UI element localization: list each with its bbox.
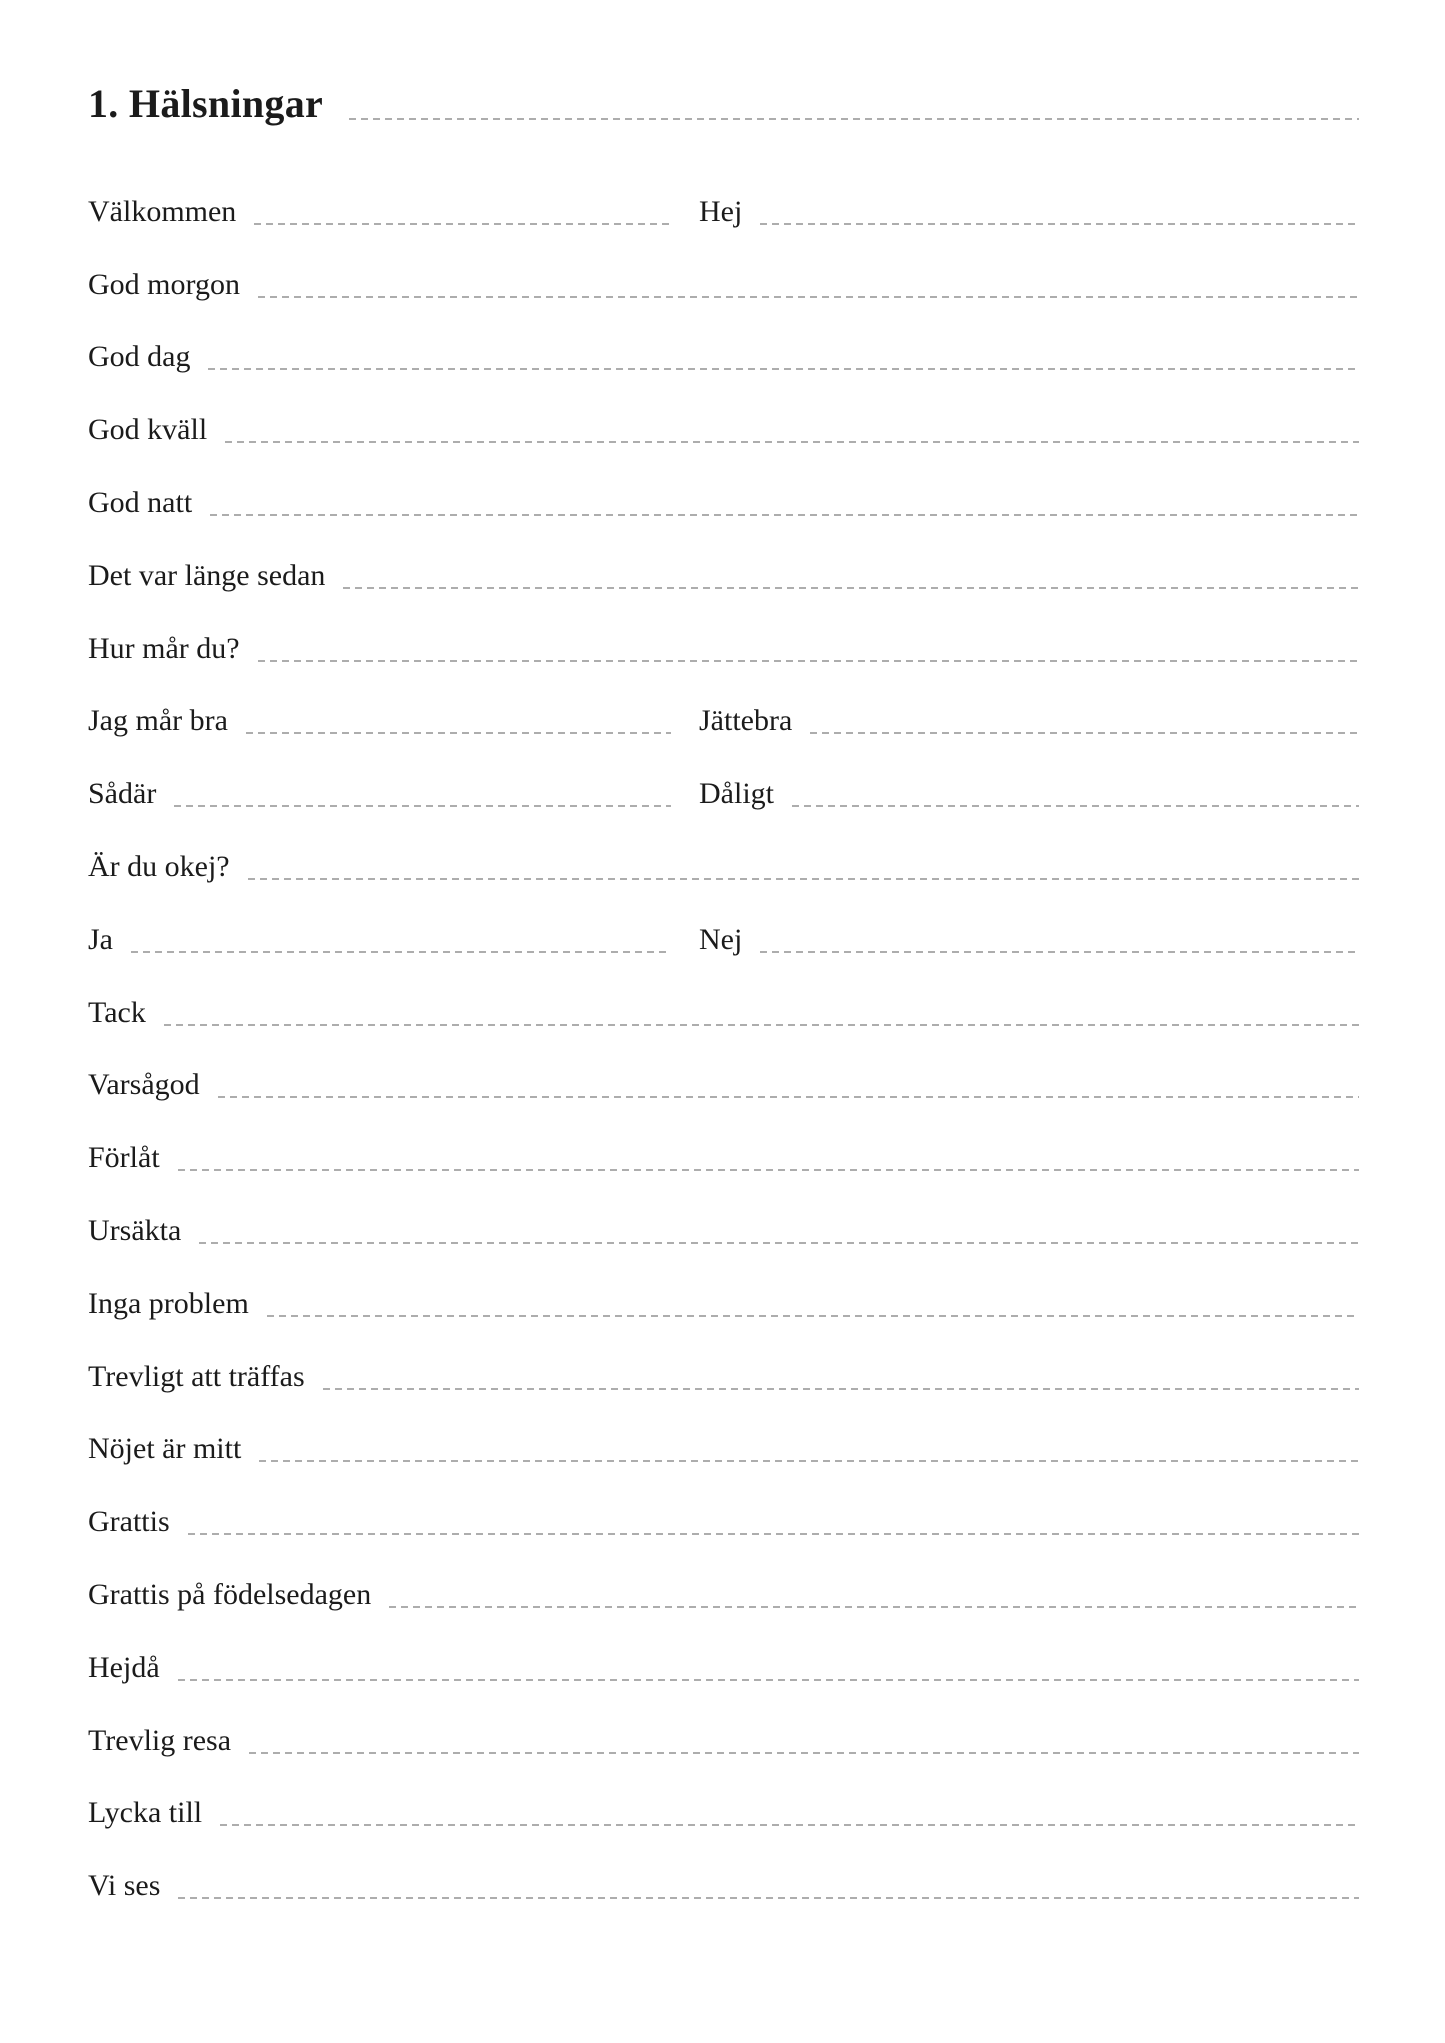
- vocab-row: [88, 809, 1359, 882]
- term-label: Förlåt: [88, 1141, 160, 1175]
- answer-line: [258, 296, 1359, 298]
- answer-line: [760, 223, 1359, 225]
- answer-line: [760, 951, 1359, 953]
- term-label: Sådär: [88, 777, 157, 811]
- vocab-row: [88, 882, 1359, 955]
- vocab-row: [88, 1173, 1359, 1246]
- answer-line: [249, 1752, 1359, 1754]
- vocab-row: [88, 1683, 1359, 1756]
- vocab-row: [88, 372, 1359, 445]
- answer-line: [258, 660, 1359, 662]
- answer-line: [389, 1606, 1359, 1608]
- term-label: Grattis på födelsedagen: [88, 1577, 372, 1611]
- vocab-row: [88, 1319, 1359, 1392]
- term-label: Tack: [88, 995, 146, 1029]
- term-label: Lycka till: [88, 1796, 203, 1830]
- vocab-row: [88, 1246, 1359, 1319]
- answer-line: [174, 805, 671, 807]
- answer-line: [810, 732, 1359, 734]
- title-answer-line: [349, 118, 1359, 120]
- vocab-row: [88, 1028, 1359, 1101]
- term-label: Vi ses: [88, 1869, 161, 1903]
- term-label: God dag: [88, 340, 191, 374]
- term-label: God morgon: [88, 267, 240, 301]
- answer-line: [225, 441, 1359, 443]
- vocab-row: [88, 1756, 1359, 1829]
- answer-line: [178, 1169, 1359, 1171]
- answer-line: [210, 514, 1359, 516]
- vocab-row: [88, 1610, 1359, 1683]
- vocab-cell: [88, 922, 671, 956]
- term-label: Trevligt att träffas: [88, 1359, 305, 1393]
- vocab-cell: [699, 779, 1359, 809]
- term-label: Varsågod: [88, 1068, 200, 1102]
- answer-line: [218, 1096, 1359, 1098]
- answer-line: [343, 587, 1359, 589]
- answer-line: [259, 1460, 1359, 1462]
- term-label: Jag mår bra: [88, 704, 228, 738]
- vocab-row: [88, 1392, 1359, 1465]
- term-label: Det var länge sedan: [88, 558, 326, 592]
- term-label: Hur mår du?: [88, 631, 240, 665]
- term-label: Nöjet är mitt: [88, 1432, 242, 1466]
- term-label: God natt: [88, 485, 193, 519]
- answer-line: [178, 1679, 1359, 1681]
- answer-line: [178, 1897, 1359, 1899]
- answer-line: [254, 223, 671, 225]
- term-label: Välkommen: [88, 194, 237, 228]
- vocab-row: [88, 518, 1359, 591]
- vocab-row: [88, 955, 1359, 1028]
- vocab-row: [88, 154, 1359, 227]
- term-label: Dåligt: [699, 777, 774, 811]
- vocab-row: [88, 1100, 1359, 1173]
- term-label: Hej: [699, 194, 743, 228]
- vocab-cell: [699, 706, 1359, 736]
- answer-line: [248, 878, 1359, 880]
- term-label: Grattis: [88, 1505, 170, 1539]
- vocab-cell: [699, 922, 1359, 956]
- term-label: Hejdå: [88, 1650, 160, 1684]
- answer-line: [792, 805, 1359, 807]
- vocab-row: [88, 445, 1359, 518]
- term-label: Ursäkta: [88, 1213, 182, 1247]
- answer-line: [199, 1242, 1359, 1244]
- vocab-cell: [88, 194, 671, 228]
- term-label: Nej: [699, 922, 743, 956]
- answer-line: [323, 1388, 1359, 1390]
- term-label: God kväll: [88, 413, 208, 447]
- answer-line: [164, 1024, 1359, 1026]
- vocab-row: [88, 227, 1359, 300]
- section-title: 1. Hälsningar: [88, 81, 324, 126]
- vocab-cell: [88, 706, 671, 736]
- answer-line: [188, 1533, 1359, 1535]
- vocab-cell: [699, 194, 1359, 228]
- vocab-row: [88, 664, 1359, 737]
- answer-line: [267, 1315, 1359, 1317]
- vocab-list: [88, 154, 1359, 1901]
- vocab-row: [88, 591, 1359, 664]
- term-label: Jättebra: [699, 704, 793, 738]
- answer-line: [208, 368, 1359, 370]
- term-label: Trevlig resa: [88, 1723, 232, 1757]
- vocab-row: [88, 1464, 1359, 1537]
- answer-line: [131, 951, 671, 953]
- term-label: Är du okej?: [88, 849, 230, 883]
- vocab-row: [88, 736, 1359, 809]
- vocab-row: [88, 1828, 1359, 1901]
- term-label: Inga problem: [88, 1286, 249, 1320]
- vocab-row: [88, 300, 1359, 373]
- vocab-cell: [88, 779, 671, 809]
- answer-line: [246, 732, 671, 734]
- section-title-row: [88, 81, 1359, 126]
- answer-line: [220, 1824, 1359, 1826]
- vocab-row: [88, 1537, 1359, 1610]
- term-label: Ja: [88, 922, 113, 956]
